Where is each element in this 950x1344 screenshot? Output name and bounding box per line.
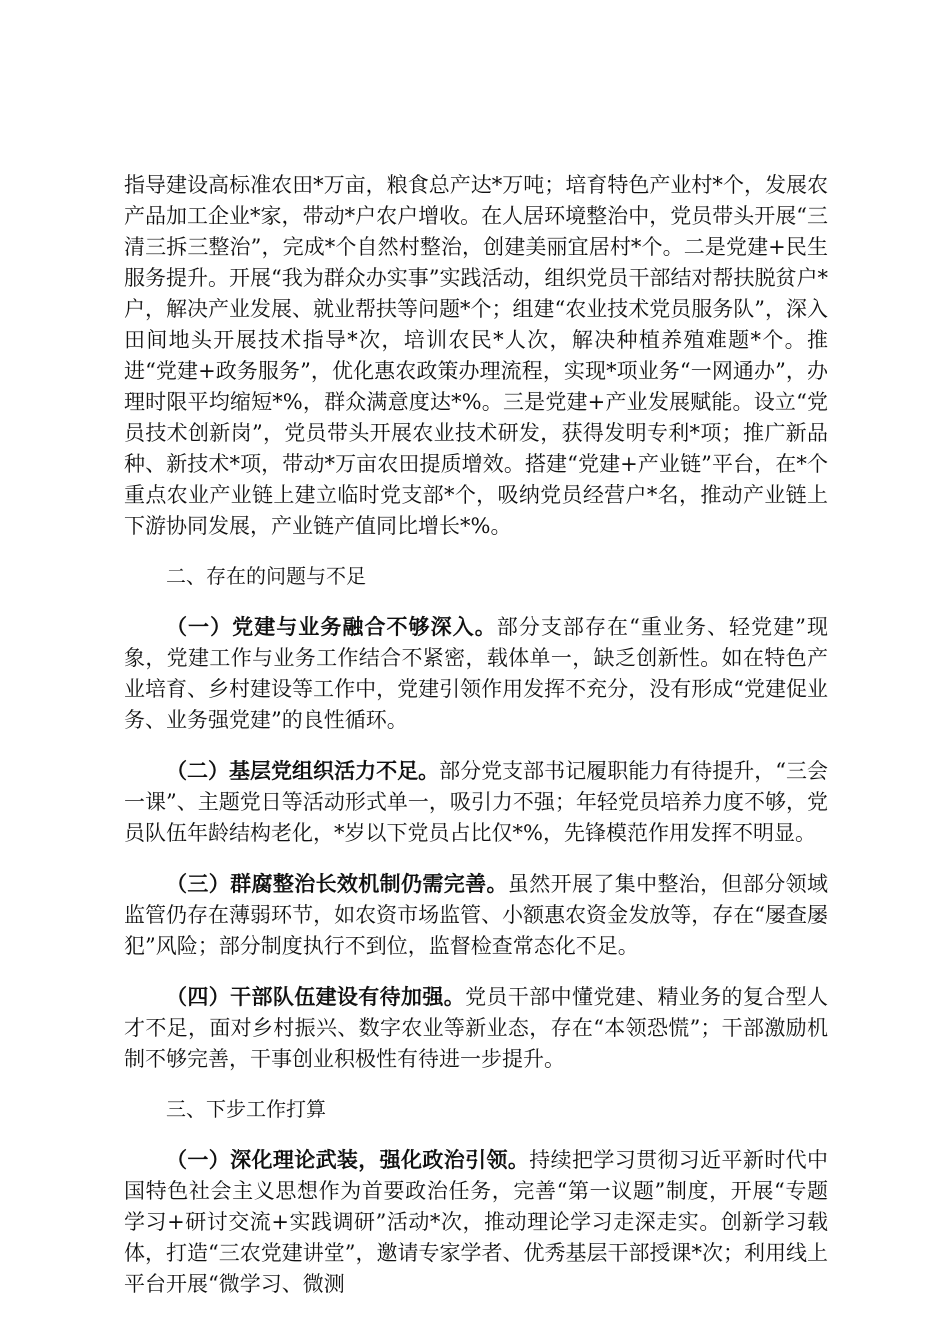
- problem-item-1-lead: （一）党建与业务融合不够深入。: [166, 614, 497, 639]
- document-body: [124, 170, 828, 1300]
- problem-item-4-lead: （四）干部队伍建设有待加强。: [166, 984, 466, 1009]
- intro-text: 指导建设高标准农田*万亩，粮食总产达*万吨；培育特色产业村*个，发展农产品加工企业*家，带动*户农户增收。在人居环境整治中，党员带头开展“三清三拆三整治”，完成*个自然村整治，创建美丽宜居村*个。二是党建+民生服务提升。开展“我为群众办实事”实践活动，组织党员干部结对帮扶脱贫户*户，解决产业发展、就业帮扶等问题*个；组建“农业技术党员服务队”，深入田间地头开展技术指导*次，培训农民*人次，解决种植养殖难题*个。推进“党建+政务服务”，优化惠农政策办理流程，实现*项业务“一网通办”，办理时限平均缩短*%，群众满意度达*%。三是党建+产业发展赋能。设立“党员技术创新岗”，党员带头开展农业技术研发，获得发明专利*项；推广新品种、新技术*项，带动*万亩农田提质增效。搭建“党建+产业链”平台，在*个重点农业产业链上建立临时党支部*个，吸纳党员经营户*名，推动产业链上下游协同发展，产业链产值同比增长*%。: [124, 173, 828, 538]
- problem-item-2-lead: （二）基层党组织活力不足。: [166, 758, 440, 783]
- section-heading-next-steps: 三、下步工作打算: [166, 1097, 326, 1121]
- problem-item-3: [124, 868, 828, 962]
- intro-paragraph: [124, 170, 828, 542]
- plan-item-1-text: 持续把学习贯彻习近平新时代中国特色社会主义思想作为首要政治任务，完善“第一议题”制度，开展“专题学习+研讨交流+实践调研”活动*次，推动理论学习走深走实。创新学习载体，打造“三农党建讲堂”，邀请专家学者、优秀基层干部授课*次；利用线上平台开展“微学习、微测: [124, 1148, 828, 1296]
- problem-item-3-text: 虽然开展了集中整治，但部分领域监管仍存在薄弱环节，如农资市场监管、小额惠农资金发放等，存在“屡查屡犯”风险；部分制度执行不到位，监督检查常态化不足。: [124, 872, 829, 958]
- problem-item-3-lead: （三）群腐整治长效机制仍需完善。: [166, 871, 508, 896]
- section-heading-problems: 二、存在的问题与不足: [166, 564, 366, 588]
- problem-item-4: [124, 981, 828, 1075]
- problem-item-1: [124, 611, 828, 736]
- problem-item-1-text: 部分支部存在“重业务、轻党建”现象，党建工作与业务工作结合不紧密，载体单一，缺乏创新性。如在特色产业培育、乡村建设等工作中，党建引领作用发挥不充分，没有形成“党建促业务、业务强党建”的良性循环。: [124, 615, 828, 732]
- plan-item-1-lead: （一）深化理论武装，强化政治引领。: [166, 1147, 530, 1172]
- plan-item-1: [124, 1144, 828, 1300]
- problem-item-4-text: 党员干部中懂党建、精业务的复合型人才不足，面对乡村振兴、数字农业等新业态，存在“本领恐慌”；干部激励机制不够完善，干事创业积极性有待进一步提升。: [124, 985, 829, 1071]
- problem-item-2-text: 部分党支部书记履职能力有待提升，“三会一课”、主题党日等活动形式单一，吸引力不强；年轻党员培养力度不够，党员队伍年龄结构老化，*岁以下党员占比仅*%，先锋模范作用发挥不明显。: [124, 759, 829, 845]
- problem-item-2: [124, 755, 828, 849]
